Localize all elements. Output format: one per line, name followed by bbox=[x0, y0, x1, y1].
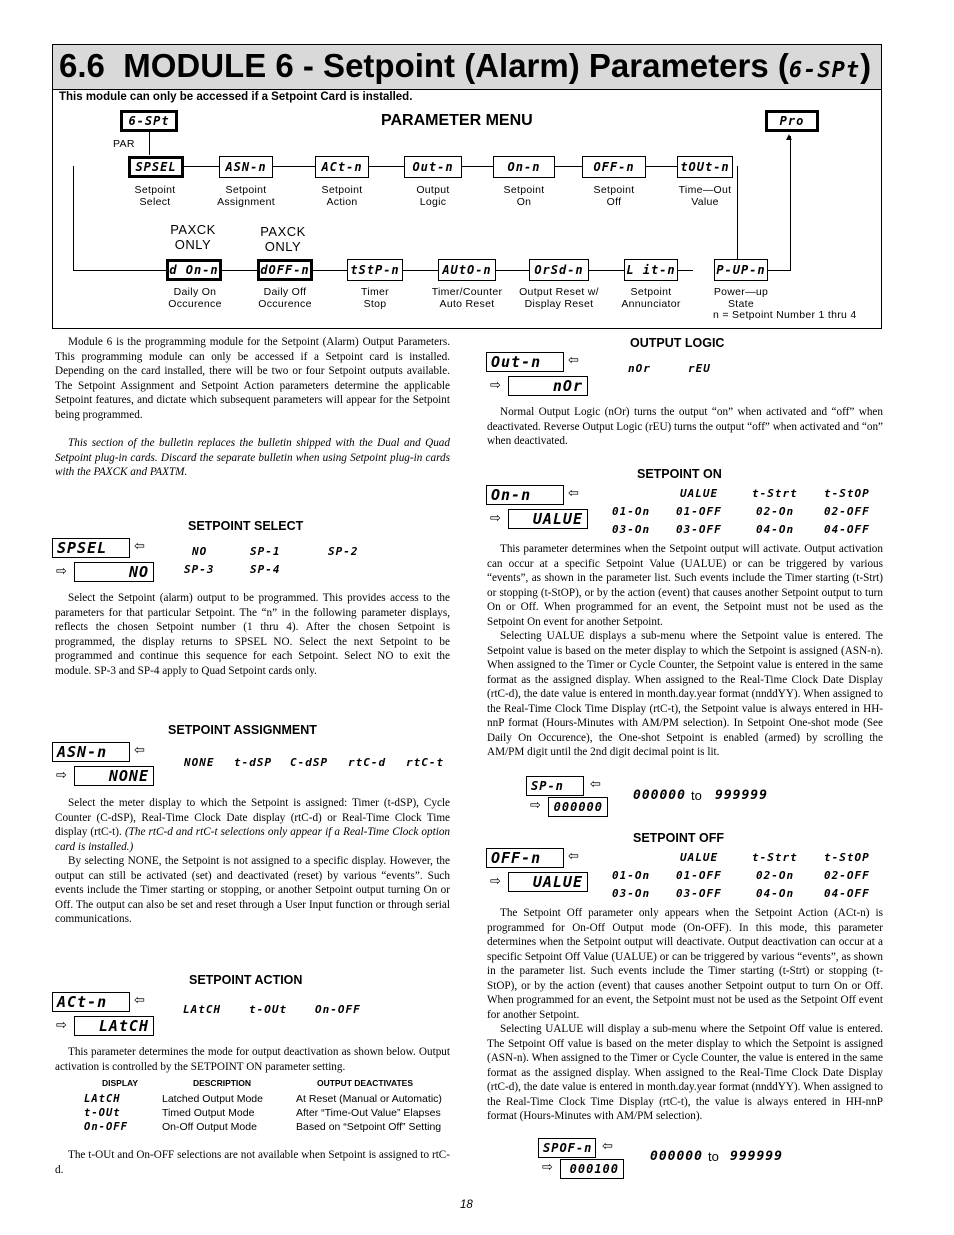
option: t-StOP bbox=[824, 851, 870, 864]
menu-box-pup: P-UP-n bbox=[714, 259, 768, 281]
option: 01-On bbox=[612, 869, 651, 882]
output-logic-text bbox=[487, 405, 883, 449]
setpoint-on-heading: SETPOINT ON bbox=[637, 467, 722, 481]
display-top: SP-n bbox=[526, 776, 584, 796]
option: 04-OFF bbox=[824, 887, 870, 900]
cell: LAtCH bbox=[84, 1093, 121, 1105]
range-max: 999999 bbox=[730, 1149, 783, 1164]
setpoint-select-text bbox=[55, 591, 450, 678]
menu-box-on: On-n bbox=[493, 156, 555, 178]
option: 03-On bbox=[612, 887, 651, 900]
body-text: By selecting NONE, the Setpoint is not assigned to a specific display. However, the output can still be activated (set) and deactivated (reset) by various “events”. Such events include the Timer starting or stopping, or another Setpoint output turning On or Off. The output can also be set and reset through a User Input function or through serial communications. bbox=[55, 855, 450, 925]
exit-box: Pro bbox=[765, 110, 819, 132]
pointer-icon: ⇦ bbox=[568, 486, 579, 501]
range-to: to bbox=[691, 788, 702, 803]
body-text: This parameter determines the mode for output deactivation as shown below. Output activation is controlled by the SETPOINT ON parameter setting. bbox=[55, 1046, 450, 1073]
body-text: Select the Setpoint (alarm) output to be programmed. This provides access to the parameters for that particular Setpoint. The “n” in the following parameter displays, reflects the chosen Setpoint number (1 thru 4). After the chosen Setpoint is programmed, the display returns to SPSEL NO. Select the next Setpoint to be programmed and continue this sequence for each Setpoint. Select NO to exit the module. SP-3 and SP-4 apply to Quad Setpoint cards only. bbox=[55, 592, 450, 677]
menu-box-tstp: tStP-n bbox=[347, 259, 403, 281]
pointer-icon: ⇦ bbox=[590, 777, 601, 792]
option: t-StOP bbox=[824, 487, 870, 500]
menu-box-out: Out-n bbox=[404, 156, 462, 178]
page-title bbox=[59, 47, 871, 85]
up-arrow-icon: ▲ bbox=[784, 132, 794, 143]
pointer-icon: ⇦ bbox=[568, 353, 579, 368]
menu-box-orsd: OrSd-n bbox=[529, 259, 589, 281]
table-row bbox=[84, 1106, 448, 1120]
pointer-icon: ⇨ bbox=[490, 874, 501, 889]
display-top: Out-n bbox=[486, 352, 564, 372]
menu-box-spsel: SPSEL bbox=[128, 156, 184, 178]
cell: At Reset (Manual or Automatic) bbox=[296, 1093, 442, 1105]
module-code: 6-SPt bbox=[788, 58, 861, 83]
option: 01-OFF bbox=[676, 505, 722, 518]
setpoint-number-footnote: n = Setpoint Number 1 thru 4 bbox=[713, 309, 857, 321]
display-top: ACt-n bbox=[52, 992, 130, 1012]
option: rtC-d bbox=[348, 756, 387, 769]
pointer-icon: ⇨ bbox=[56, 564, 67, 579]
option: UALUE bbox=[680, 851, 719, 864]
caption-tout: Time—Out Value bbox=[678, 184, 732, 208]
caption-off: Setpoint Off bbox=[593, 184, 635, 208]
option: 01-OFF bbox=[676, 869, 722, 882]
cell: Based on “Setpoint Off” Setting bbox=[296, 1121, 442, 1133]
option: 02-On bbox=[756, 505, 795, 518]
table-row bbox=[84, 1120, 448, 1134]
intro-italic-note: This section of the bulletin replaces the bulletin shipped with the Dual and Quad Setpoint plug-in cards. Discard the separate bulletin when using Setpoint plug-in cards with the PAXCK and PAXTM. bbox=[55, 437, 450, 478]
body-text: This parameter determines when the Setpoint output will activate. Output activation can occur at a specific Setpoint Value (UALUE) or can be triggered by various “events”, as shown in the parameter list. Such events include the Timer starting (t-Strt) or stopping (t-StOP), or by the action (event) that causes another Setpoint output to turn On or Off. When programmed for an event, the Setpoint must not be used as the Setpoint On event for another Setpoint. bbox=[487, 543, 883, 628]
caption-asn: Setpoint Assignment bbox=[217, 184, 275, 208]
module-entry-box: 6-SPt bbox=[120, 110, 178, 132]
option: SP-1 bbox=[250, 545, 281, 558]
access-note: This module can only be accessed if a Setpoint Card is installed. bbox=[59, 91, 413, 103]
caption-spsel: Setpoint Select bbox=[134, 184, 176, 208]
connector bbox=[149, 132, 150, 155]
body-text: Selecting UALUE will display a sub-menu where the Setpoint Off value is entered. The Setpoint Off value is based on the meter display to which the Setpoint is assigned (ASN-n). When assigned to the Timer or Cycle Counter, the value is entered in the same format as the assigned display. When assigned to the Real-Time Clock Date Display (rtC-d), the date value is entered in month.day.year format (nnddYY). When assigned to the Real-Time Clock Time Display (rtC-t), the value is always entered in HH-nnP format (Hours-Minutes with AM/PM selection). bbox=[487, 1023, 883, 1122]
parameter-menu-diagram bbox=[52, 89, 882, 329]
output-logic-heading: OUTPUT LOGIC bbox=[630, 336, 725, 350]
italic-note: (The rtC-d and rtC-t selections only appear if a Real-Time Clock option card is installed.) bbox=[55, 826, 451, 853]
menu-box-off: OFF-n bbox=[582, 156, 646, 178]
cell: After “Time-Out Value” Elapses bbox=[296, 1107, 441, 1119]
table-row bbox=[84, 1092, 448, 1106]
pointer-icon: ⇦ bbox=[134, 539, 145, 554]
paxck-only-label: PAXCK ONLY bbox=[260, 224, 306, 254]
pointer-icon: ⇨ bbox=[490, 511, 501, 526]
pointer-icon: ⇦ bbox=[602, 1139, 613, 1154]
display-top: SPSEL bbox=[52, 538, 130, 558]
display-top: On-n bbox=[486, 485, 564, 505]
display-top: ASN-n bbox=[52, 742, 130, 762]
section-number: 6.6 bbox=[59, 47, 105, 84]
option: rEU bbox=[688, 362, 711, 375]
menu-box-doff: dOFF-n bbox=[257, 259, 313, 281]
pointer-icon: ⇨ bbox=[56, 768, 67, 783]
action-table bbox=[84, 1078, 448, 1134]
intro-text: Module 6 is the programming module for the Setpoint (Alarm) Output Parameters. This programming module can only be accessed if a Setpoint card is installed. Depending on the card installed, there will be two or four Setpoint outputs available. The Setpoint Assignment and Setpoint Action parameters determine the applicable Setpoint features, and dictate which subsequent parameters will appear for the Setpoint being programmed. bbox=[55, 336, 450, 421]
parameter-menu-heading: PARAMETER MENU bbox=[381, 112, 533, 129]
range-max: 999999 bbox=[715, 788, 768, 803]
display-bottom: UALUE bbox=[508, 872, 588, 892]
option: t-dSP bbox=[234, 756, 273, 769]
pointer-icon: ⇦ bbox=[568, 849, 579, 864]
menu-box-act: ACt-n bbox=[315, 156, 369, 178]
body-text: The t-OUt and On-OFF selections are not available when Setpoint is assigned to rtC-d. bbox=[55, 1149, 450, 1176]
setpoint-on-text bbox=[487, 542, 883, 760]
body-text: Normal Output Logic (nOr) turns the output “on” when activated and “off” when deactivated. Reverse Output Logic (rEU) turns the output “off” when activated and “on” when deactivated. bbox=[487, 406, 883, 447]
body-text: Select the meter display to which the Setpoint is assigned: Timer (t-dSP), Cycle Counter (C-dSP), Real-Time Clock Date display (rtC-d) or Real-Time Clock Time display (rtC-t). bbox=[55, 797, 450, 838]
setpoint-action-text bbox=[55, 1045, 450, 1074]
range-min: 000000 bbox=[650, 1149, 703, 1164]
setpoint-off-text bbox=[487, 906, 883, 1124]
display-bottom: NO bbox=[74, 562, 154, 582]
range-to: to bbox=[708, 1149, 719, 1164]
option: SP-2 bbox=[328, 545, 359, 558]
caption-orsd: Output Reset w/ Display Reset bbox=[519, 286, 599, 310]
display-bottom: nOr bbox=[508, 376, 588, 396]
option: SP-4 bbox=[250, 563, 281, 576]
option: UALUE bbox=[680, 487, 719, 500]
caption-act: Setpoint Action bbox=[321, 184, 363, 208]
connector bbox=[737, 166, 738, 270]
caption-don: Daily On Occurence bbox=[168, 286, 222, 310]
pointer-icon: ⇦ bbox=[134, 743, 145, 758]
option: C-dSP bbox=[290, 756, 329, 769]
connector bbox=[768, 270, 791, 271]
option: 03-OFF bbox=[676, 523, 722, 536]
setpoint-assignment-heading: SETPOINT ASSIGNMENT bbox=[168, 723, 317, 737]
setpoint-action-heading: SETPOINT ACTION bbox=[189, 973, 303, 987]
page-number: 18 bbox=[460, 1199, 473, 1211]
display-top: OFF-n bbox=[486, 848, 564, 868]
pointer-icon: ⇨ bbox=[530, 798, 541, 813]
option: 04-On bbox=[756, 523, 795, 536]
caption-doff: Daily Off Occurence bbox=[258, 286, 312, 310]
menu-box-don: d On-n bbox=[166, 259, 222, 281]
setpoint-assignment-text bbox=[55, 796, 450, 927]
option: LAtCH bbox=[183, 1003, 222, 1016]
option: On-OFF bbox=[315, 1003, 361, 1016]
cell: On-OFF bbox=[84, 1121, 128, 1133]
option: t-Strt bbox=[752, 851, 798, 864]
caption-pup: Power—up State bbox=[713, 286, 769, 310]
intro-paragraph bbox=[55, 335, 450, 480]
action-note bbox=[55, 1148, 450, 1177]
option: 01-On bbox=[612, 505, 651, 518]
caption-tstp: Timer Stop bbox=[361, 286, 389, 310]
option: SP-3 bbox=[184, 563, 215, 576]
option: 02-OFF bbox=[824, 869, 870, 882]
option: t-OUt bbox=[249, 1003, 288, 1016]
setpoint-off-heading: SETPOINT OFF bbox=[633, 831, 724, 845]
paxck-only-label: PAXCK ONLY bbox=[170, 222, 216, 252]
body-text: The Setpoint Off parameter only appears when the Setpoint Action (ACt-n) is programmed for On-Off Output mode (On-OFF). In this mode, this parameter determines when the Setpoint output will deactivate. Output deactivation can occur at a specific Setpoint Off Value (UALUE) or can be triggered by various “events”, as shown in the parameter list. Such events include the Timer starting (t-Strt) or stopping (t-StOP), or by the action (event) that causes another Setpoint output to turn On or Off. When programmed for an event, the Setpoint must not be used as the Setpoint Off event for another Setpoint. bbox=[487, 907, 883, 1021]
option: NO bbox=[192, 545, 208, 558]
cell: On-Off Output Mode bbox=[162, 1121, 257, 1133]
pointer-icon: ⇨ bbox=[490, 378, 501, 393]
range-min: 000000 bbox=[633, 788, 686, 803]
setpoint-select-heading: SETPOINT SELECT bbox=[188, 519, 304, 533]
par-label: PAR bbox=[113, 138, 135, 150]
cell: Timed Output Mode bbox=[162, 1107, 255, 1119]
option: nOr bbox=[628, 362, 651, 375]
menu-box-tout: tOUt-n bbox=[677, 156, 733, 178]
display-bottom: UALUE bbox=[508, 509, 588, 529]
option: t-Strt bbox=[752, 487, 798, 500]
connector bbox=[73, 166, 74, 271]
caption-out: Output Logic bbox=[416, 184, 450, 208]
pointer-icon: ⇨ bbox=[542, 1160, 553, 1175]
caption-lit: Setpoint Annunciator bbox=[621, 286, 681, 310]
menu-box-lit: L it-n bbox=[624, 259, 678, 281]
title-close: ) bbox=[860, 47, 872, 84]
display-bottom: LAtCH bbox=[74, 1016, 154, 1036]
display-top: SPOF-n bbox=[538, 1138, 596, 1158]
body-text: Selecting UALUE displays a sub-menu where the Setpoint value is entered. The Setpoint value is based on the meter display to which the Setpoint is assigned (ASN-n). When assigned to the Timer or Cycle Counter, the Setpoint value is entered in the same format as the assigned display. When assigned to the Real-Time Clock Date Display (rtC-d), the date value is entered in month.day.year format (nnddYY). When assigned to the Real-Time Clock Time Display (rtC-t), the Setpoint value is always entered in HH-nnP format (Hours-Minutes with AM/PM selection). In Setpoint One-shot mode (See Daily On Occurence), the One-shot Setpoint is enabled (armed) by scrolling the AM/PM digit until the 2nd digit decimal point is lit. bbox=[487, 630, 883, 758]
cell: Latched Output Mode bbox=[162, 1093, 263, 1105]
option: 02-OFF bbox=[824, 505, 870, 518]
option: 04-OFF bbox=[824, 523, 870, 536]
column-header: OUTPUT DEACTIVATES bbox=[316, 1078, 414, 1088]
title-bar bbox=[52, 44, 882, 90]
connector bbox=[790, 136, 791, 270]
cell: t-OUt bbox=[84, 1107, 121, 1119]
column-header: DISPLAY bbox=[102, 1078, 139, 1088]
option: rtC-t bbox=[406, 756, 445, 769]
option: 03-On bbox=[612, 523, 651, 536]
menu-box-asn: ASN-n bbox=[219, 156, 273, 178]
option: 04-On bbox=[756, 887, 795, 900]
menu-box-auto: AUtO-n bbox=[438, 259, 496, 281]
section-title: MODULE 6 - Setpoint (Alarm) Parameters ( bbox=[123, 47, 789, 84]
option: NONE bbox=[184, 756, 215, 769]
option: 03-OFF bbox=[676, 887, 722, 900]
display-bottom: 000100 bbox=[560, 1159, 624, 1179]
pointer-icon: ⇦ bbox=[134, 993, 145, 1008]
column-header: DESCRIPTION bbox=[192, 1078, 252, 1088]
display-bottom: 000000 bbox=[548, 797, 608, 817]
display-bottom: NONE bbox=[74, 766, 154, 786]
option: 02-On bbox=[756, 869, 795, 882]
pointer-icon: ⇨ bbox=[56, 1018, 67, 1033]
caption-on: Setpoint On bbox=[503, 184, 545, 208]
caption-auto: Timer/Counter Auto Reset bbox=[431, 286, 503, 310]
